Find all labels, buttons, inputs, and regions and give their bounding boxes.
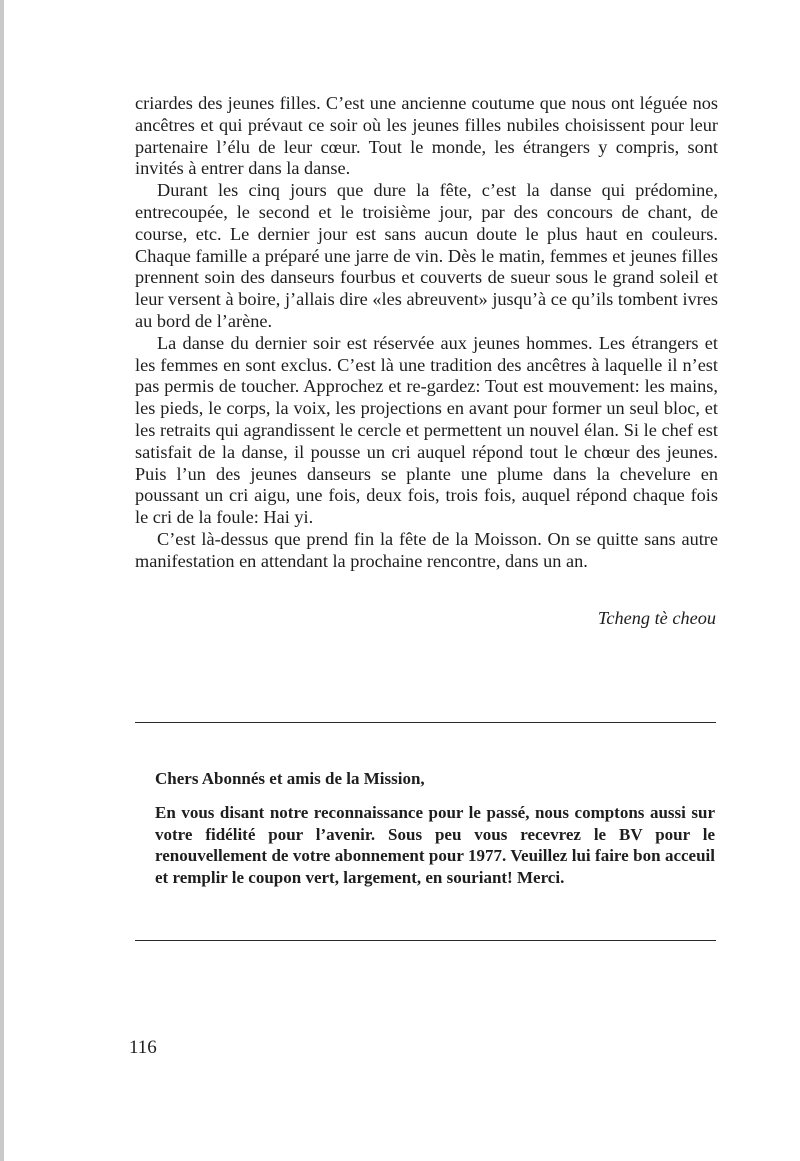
notice-top-divider <box>135 722 716 723</box>
article-paragraph-1: criardes des jeunes filles. C’est une ancienne coutume que nous ont léguée nos ancêtres et qui prévaut ce soir où les jeunes filles nubiles choisissent pour leur partenaire l’élu de leur cœur. Tout le monde, les étrangers y compris, sont invités à entrer dans la danse. <box>135 93 718 179</box>
notice-heading: Chers Abonnés et amis de la Mission, <box>155 769 425 788</box>
article-paragraph-2: Durant les cinq jours que dure la fête, c’est la danse qui prédomine, entrecoupée, le second et le troisième jour, par des concours de chant, de course, etc. Le dernier jour est sans aucun doute le plus haut en couleurs. Chaque famille a préparé une jarre de vin. Dès le matin, femmes et jeunes filles prennent soin des danseurs fourbus et couverts de sueur sous le grand soleil et leur versent à boire, j’allais dire «les abreuvent» jusqu’à ce qu’ils tombent ivres au bord de l’arène. <box>135 180 718 331</box>
article-paragraph-4: C’est là-dessus que prend fin la fête de la Moisson. On se quitte sans autre manifestation en attendant la prochaine rencontre, dans un an. <box>135 528 718 571</box>
page-number: 116 <box>129 1037 157 1058</box>
author-signature: Tcheng tè cheou <box>597 608 716 628</box>
notice-bottom-divider <box>135 940 716 941</box>
page-binding-edge <box>0 0 4 1161</box>
article-body <box>135 93 718 573</box>
article-paragraph-3: La danse du dernier soir est réservée aux jeunes hommes. Les étrangers et les femmes en sont exclus. C’est là une tradition des ancêtres à laquelle il n’est pas permis de toucher. Approchez et re-gardez: Tout est mouvement: les mains, les pieds, le corps, la voix, les projections en avant pour former un seul bloc, et les retraits qui agrandissent le cercle et permettent un nouvel élan. Si le chef est satisfait de la danse, il pousse un cri auquel répond tout le chœur des jeunes. Puis l’un des jeunes danseurs se plante une plume dans la chevelure en poussant un cri aigu, une fois, deux fois, trois fois, auquel répond chaque fois le cri de la foule: Hai yi. <box>135 332 718 528</box>
notice-body: En vous disant notre reconnaissance pour le passé, nous comptons aussi sur votre fidélité pour l’avenir. Sous peu vous recevrez le BV pour le renouvellement de votre abonnement pour 1977. Veuillez lui faire bon acceuil et remplir le coupon vert, largement, en souriant! Merci. <box>155 803 715 887</box>
